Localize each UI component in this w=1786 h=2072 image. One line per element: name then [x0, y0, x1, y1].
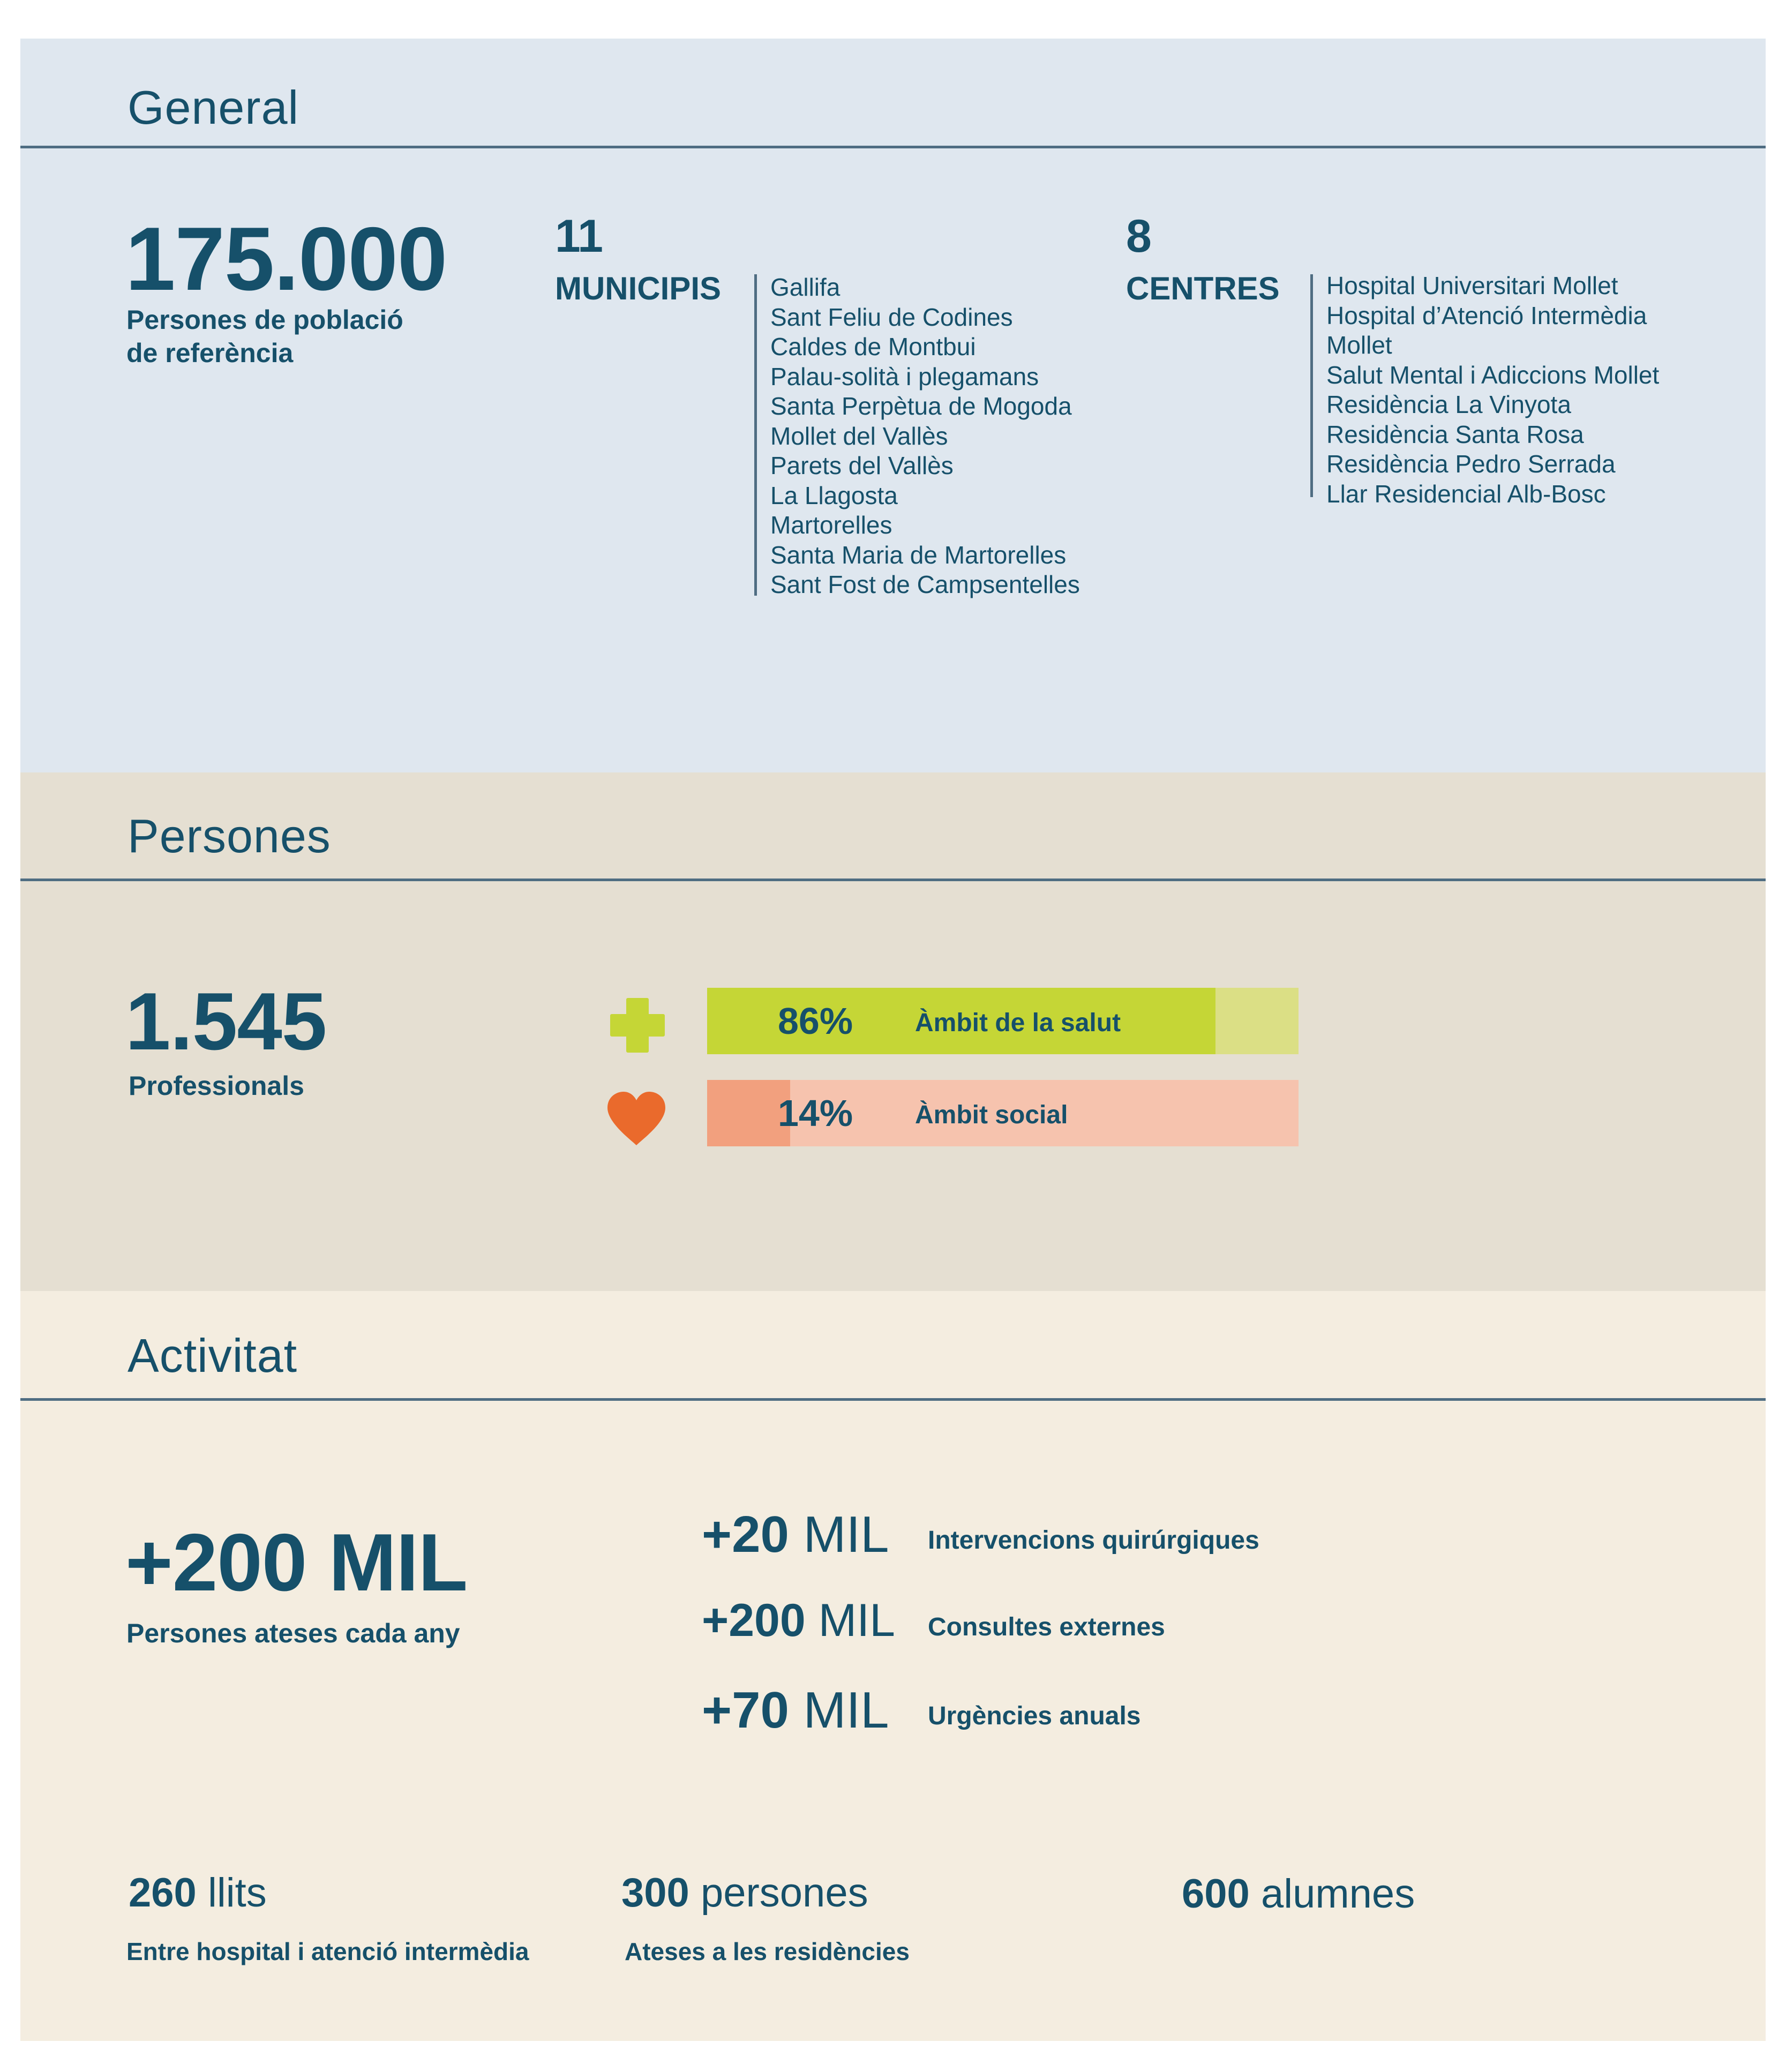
municipalities-list	[770, 273, 1080, 600]
social-bar	[707, 1080, 1299, 1146]
beds-caption: Entre hospital i atenció intermèdia	[126, 1938, 529, 1965]
municipality-item: Santa Maria de Martorelles	[770, 540, 1067, 569]
stat-surgeries-label: Intervencions quirúrgiques	[928, 1526, 1259, 1555]
health-bar-label: Àmbit de la salut	[915, 1009, 1121, 1037]
centre-item: Hospital Universitari Mollet	[1326, 272, 1618, 299]
municipality-item: Santa Perpètua de Mogoda	[770, 392, 1072, 420]
municipality-item: Sant Fost de Campsentelles	[770, 570, 1080, 598]
social-bar-percent: 14%	[778, 1092, 853, 1134]
population-caption-line2: de referència	[126, 338, 294, 368]
persones-section	[20, 772, 1766, 1291]
stat-surgeries-number: +20	[702, 1506, 789, 1563]
general-section	[20, 39, 1766, 772]
municipality-item: La Llagosta	[770, 481, 898, 509]
municipality-item: Sant Feliu de Codines	[770, 303, 1013, 331]
beds-number: 260	[129, 1870, 197, 1916]
municipality-item: Caldes de Montbui	[770, 333, 976, 361]
municipalities-list-line	[754, 274, 757, 596]
municipality-item: Parets del Vallès	[770, 452, 954, 479]
activitat-section	[20, 1291, 1766, 2041]
stat-emergencies-label: Urgències anuals	[928, 1702, 1141, 1730]
heart-icon	[604, 1090, 669, 1150]
centre-item: Salut Mental i Adiccions Mollet	[1326, 361, 1660, 389]
stat-consultations-number: +200	[702, 1595, 806, 1646]
social-bar-label: Àmbit social	[915, 1101, 1068, 1129]
centres-list	[1326, 271, 1659, 509]
residents-caption: Ateses a les residències	[625, 1938, 910, 1965]
municipality-item: Gallifa	[770, 273, 841, 301]
stat-surgeries	[702, 1505, 889, 1564]
municipalities-count: 11	[555, 211, 603, 262]
professionals-caption: Professionals	[129, 1071, 304, 1101]
persones-divider	[20, 879, 1766, 881]
centre-item: Mollet	[1326, 331, 1392, 359]
professionals-value: 1.545	[125, 976, 327, 1067]
population-caption	[126, 303, 403, 370]
centre-item: Residència Santa Rosa	[1326, 420, 1584, 448]
residents-unit: persones	[700, 1870, 868, 1916]
residents-value	[621, 1870, 868, 1916]
centre-item: Hospital d’Atenció Intermèdia	[1326, 301, 1647, 329]
municipalities-label: MUNICIPIS	[555, 271, 722, 306]
beds-unit: llits	[207, 1870, 267, 1916]
centres-count: 8	[1126, 211, 1151, 262]
activitat-divider	[20, 1398, 1766, 1401]
people-attended-value: +200 MIL	[125, 1517, 468, 1608]
municipality-item: Palau-solità i plegamans	[770, 362, 1039, 391]
stat-consultations	[702, 1594, 895, 1647]
stat-emergencies-number: +70	[702, 1681, 789, 1739]
population-value: 175.000	[125, 208, 447, 309]
persones-title: Persones	[127, 809, 331, 862]
residents-number: 300	[621, 1870, 689, 1916]
municipality-item: Mollet del Vallès	[770, 422, 948, 450]
stat-consultations-unit: MIL	[818, 1595, 895, 1646]
students-unit: alumnes	[1260, 1871, 1415, 1917]
beds-value	[129, 1870, 267, 1916]
people-attended-caption: Persones ateses cada any	[126, 1618, 460, 1648]
health-bar-percent: 86%	[778, 1000, 853, 1042]
centre-item: Residència Pedro Serrada	[1326, 450, 1616, 478]
centre-item: Residència La Vinyota	[1326, 391, 1571, 418]
students-value	[1182, 1871, 1415, 1917]
centre-item: Llar Residencial Alb-Bosc	[1326, 479, 1606, 508]
students-number: 600	[1182, 1871, 1250, 1917]
stat-consultations-label: Consultes externes	[928, 1613, 1165, 1641]
centres-label: CENTRES	[1126, 271, 1280, 306]
population-caption-line1: Persones de població	[126, 305, 403, 335]
centres-list-line	[1310, 274, 1313, 497]
municipality-item: Martorelles	[770, 511, 892, 539]
stat-surgeries-unit: MIL	[803, 1506, 889, 1563]
stat-emergencies	[702, 1681, 889, 1740]
general-title: General	[127, 81, 299, 134]
plus-icon	[607, 995, 667, 1055]
health-bar	[707, 988, 1299, 1054]
activitat-title: Activitat	[127, 1329, 298, 1382]
stat-emergencies-unit: MIL	[803, 1681, 889, 1739]
general-divider	[20, 146, 1766, 148]
